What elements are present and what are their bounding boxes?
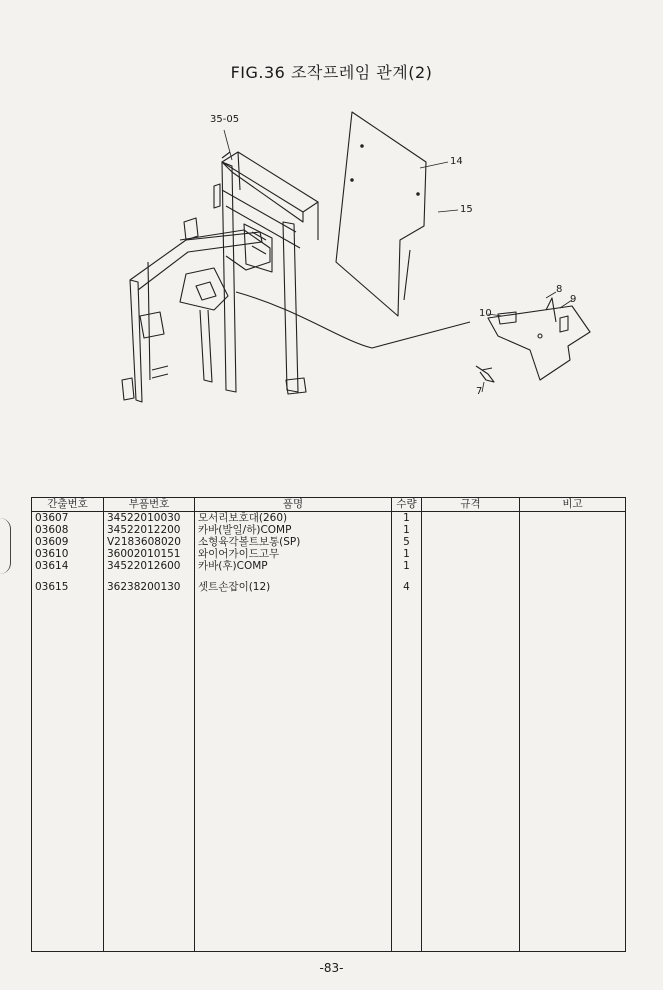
table-row — [32, 512, 626, 525]
rear-cover-plate — [336, 112, 426, 316]
cell-name: 모서리보호대(260) — [195, 512, 392, 525]
cell-spec — [422, 581, 520, 593]
cell-note — [520, 560, 626, 572]
callout-15: 15 — [460, 204, 473, 215]
callout-35-05: 35-05 — [210, 114, 240, 125]
cell-ref: 03609 — [32, 536, 104, 548]
table-blank-area — [32, 593, 626, 952]
cell-part-no: 34522010030 — [104, 512, 195, 525]
control-wire — [236, 292, 470, 348]
cell-note — [520, 512, 626, 525]
table-header-row — [32, 498, 626, 512]
cell-ref: 03610 — [32, 548, 104, 560]
cell-note — [520, 536, 626, 548]
cell-name: 셋트손잡이(12) — [195, 581, 392, 593]
cell-part-no: 34522012600 — [104, 560, 195, 572]
page-title: FIG.36 조작프레임 관계(2) — [230, 63, 433, 82]
header-remarks: 비고 — [520, 498, 626, 512]
cell-ref: 03607 — [32, 512, 104, 525]
cell-name: 카바(후)COMP — [195, 560, 392, 572]
header-ref-no: 간출번호 — [32, 498, 104, 512]
cell-part-no: 36002010151 — [104, 548, 195, 560]
table-row — [32, 524, 626, 536]
binding-mark — [0, 518, 11, 574]
cell-qty: 4 — [392, 581, 422, 593]
page-number: -83- — [319, 961, 344, 975]
cell-spec — [422, 536, 520, 548]
header-part-name: 품명 — [195, 498, 392, 512]
cell-qty: 5 — [392, 536, 422, 548]
cell-qty: 1 — [392, 524, 422, 536]
table-row — [32, 548, 626, 560]
cell-part-no: 34522012200 — [104, 524, 195, 536]
cell-spec — [422, 548, 520, 560]
parts-table — [31, 497, 626, 952]
cell-qty: 1 — [392, 560, 422, 572]
cell-note — [520, 581, 626, 593]
table-row — [32, 581, 626, 593]
cell-spec — [422, 512, 520, 525]
cell-part-no: 36238200130 — [104, 581, 195, 593]
cell-ref: 03614 — [32, 560, 104, 572]
cell-qty: 1 — [392, 548, 422, 560]
wire-bracket — [488, 298, 590, 380]
cell-ref: 03615 — [32, 581, 104, 593]
header-part-no: 부품번호 — [104, 498, 195, 512]
set-handle — [476, 366, 494, 382]
callout-14: 14 — [450, 156, 463, 167]
cell-part-no: V2183608020 — [104, 536, 195, 548]
header-spec: 규격 — [422, 498, 520, 512]
cell-ref: 03608 — [32, 524, 104, 536]
table-spacer-row — [32, 572, 626, 581]
cell-spec — [422, 524, 520, 536]
callout-8: 8 — [556, 284, 563, 295]
cell-name: 와이어가이드고무 — [195, 548, 392, 560]
cell-name: 소형육각볼트보통(SP) — [195, 536, 392, 548]
cell-note — [520, 548, 626, 560]
table-row — [32, 536, 626, 548]
callout-9: 9 — [570, 294, 577, 305]
cell-name: 카바(발일/하)COMP — [195, 524, 392, 536]
header-quantity: 수량 — [392, 498, 422, 512]
control-frame — [122, 152, 318, 402]
cell-spec — [422, 560, 520, 572]
callout-7: 7 — [476, 386, 483, 397]
cell-qty: 1 — [392, 512, 422, 525]
table-row — [32, 560, 626, 572]
callout-10: 10 — [479, 308, 492, 319]
cell-note — [520, 524, 626, 536]
exploded-diagram — [0, 0, 663, 480]
